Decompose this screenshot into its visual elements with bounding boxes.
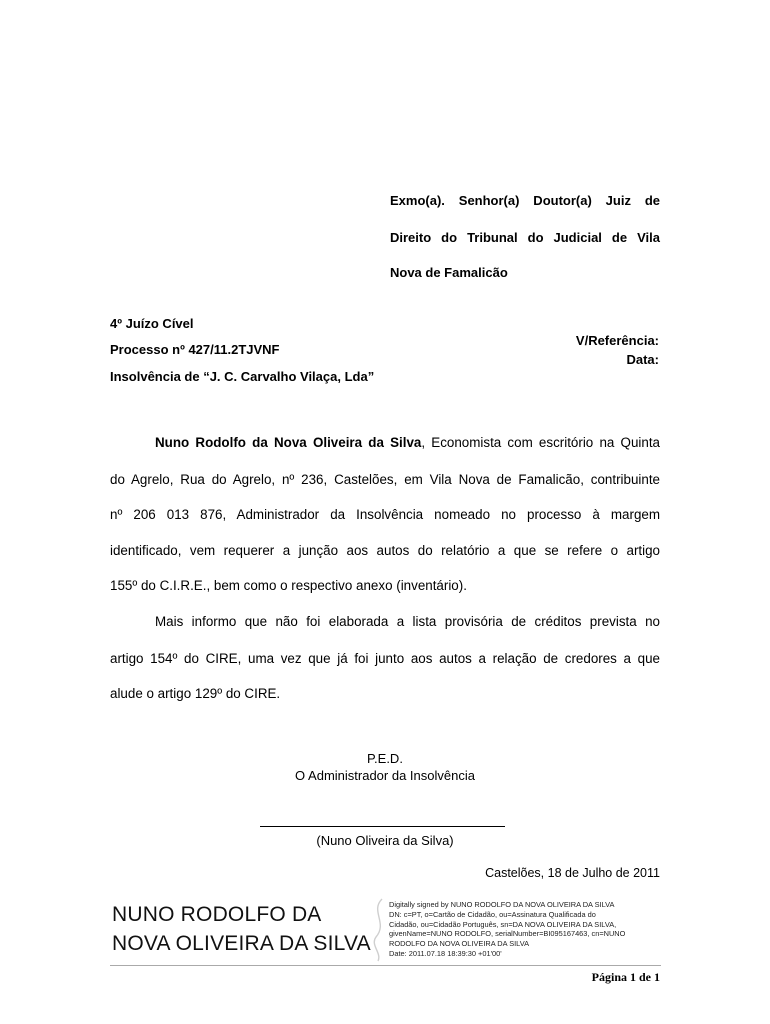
insolvency-title: Insolvência de “J. C. Carvalho Vilaça, Lda” [110,369,375,384]
signature-details: Digitally signed by NUNO RODOLFO DA NOVA OLIVEIRA DA SILVA DN: c=PT, o=Cartão de Cidadão, ou=Assinatura Qualificada do Cidadão, ou=Cidadão Português, sn=DA NOVA OLIVEIRA DA SILVA, givenName=NUNO RODOLFO, serialNumber=BI095167463, cn=NUNO RODOLFO DA NOVA OLIVEIRA DA SILVA Date: 2011.07.18 18:39:30 +01'00' [389,900,626,958]
body-line: Nuno Rodolfo da Nova Oliveira da Silva, Economista com escritório na Quinta [155,435,660,450]
body-line: artigo 154º do CIRE, uma vez que já foi junto aos autos a relação de credores a que [110,651,660,666]
date-label: Data: [626,352,659,367]
body-line: Mais informo que não foi elaborada a lista provisória de créditos prevista no [155,614,660,629]
administrator-name: Nuno Rodolfo da Nova Oliveira da Silva [155,435,422,450]
signer-name: (Nuno Oliveira da Silva) [316,833,454,848]
process-number: Processo nº 427/11.2TJVNF [110,342,280,357]
signer-role: O Administrador da Insolvência [295,768,475,783]
court-section: 4º Juízo Cível [110,316,194,331]
place-date: Castelões, 18 de Julho de 2011 [485,866,660,880]
body-line: identificado, vem requerer a junção aos autos do relatório a que se refere o artigo [110,543,660,558]
body-line: nº 206 013 876, Administrador da Insolvência nomeado no processo à margem [110,507,660,522]
reference-label: V/Referência: [575,333,659,348]
signature-flourish-icon [368,897,390,963]
body-line: 155º do C.I.R.E., bem como o respectivo anexo (inventário). [110,578,467,593]
ped-text: P.E.D. [367,751,403,766]
body-line: do Agrelo, Rua do Agrelo, nº 236, Castelões, em Vila Nova de Famalicão, contribuinte [110,472,660,487]
body-line: alude o artigo 129º do CIRE. [110,686,281,701]
page-number: Página 1 de 1 [591,970,660,984]
footer-divider [110,965,661,966]
addressee-line-1: Exmo(a). Senhor(a) Doutor(a) Juiz de [390,193,660,208]
addressee-line-2: Direito do Tribunal do Judicial de Vila [390,230,660,245]
addressee-line-3: Nova de Famalicão [390,265,508,280]
signature-name-line-2: NOVA OLIVEIRA DA SILVA [112,932,371,955]
signature-line [260,826,505,827]
signature-name-line-1: NUNO RODOLFO DA [112,903,322,926]
